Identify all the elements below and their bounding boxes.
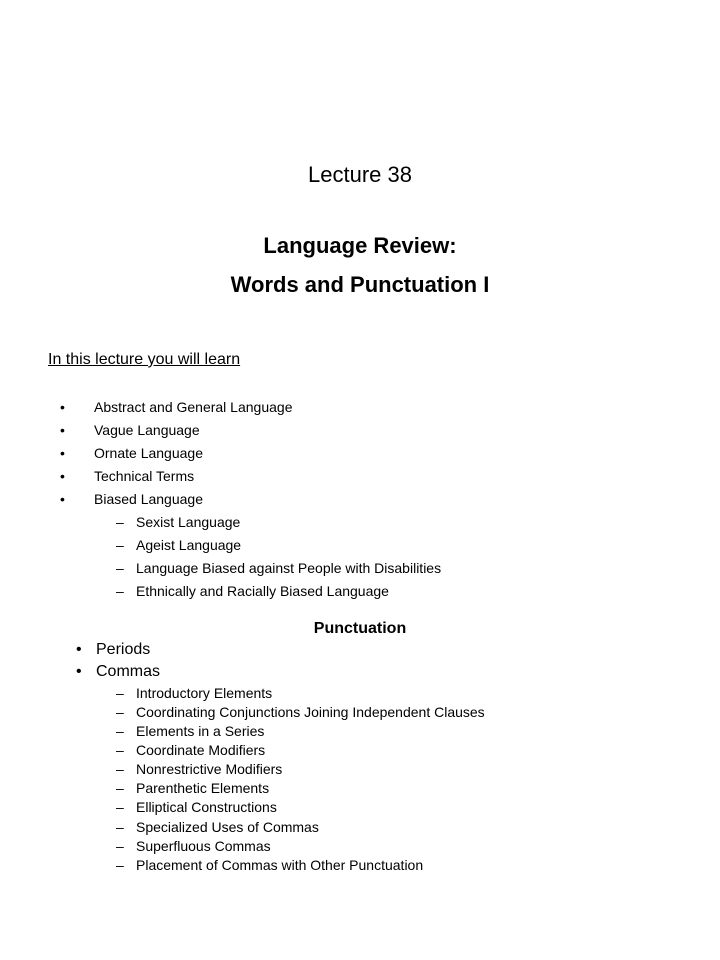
topic-item bbox=[0, 399, 720, 419]
topic-label: Technical Terms bbox=[94, 468, 195, 484]
subtopic-label: Nonrestrictive Modifiers bbox=[136, 761, 283, 777]
punctuation-item bbox=[0, 641, 720, 661]
dash-icon: – bbox=[116, 560, 124, 576]
dash-icon: – bbox=[116, 857, 124, 873]
bullet-icon: • bbox=[60, 422, 65, 438]
subtopic-label: Ethnically and Racially Biased Language bbox=[136, 583, 389, 599]
dash-icon: – bbox=[116, 799, 124, 815]
bullet-icon: • bbox=[60, 468, 65, 484]
topic-item bbox=[0, 491, 720, 511]
dash-icon: – bbox=[116, 838, 124, 854]
subtopic-label: Superfluous Commas bbox=[136, 838, 271, 854]
subtopic-label: Ageist Language bbox=[136, 537, 242, 553]
subtopic-label: Language Biased against People with Disabilities bbox=[136, 560, 442, 576]
topic-label: Abstract and General Language bbox=[94, 399, 293, 415]
bullet-icon: • bbox=[76, 663, 82, 680]
dash-icon: – bbox=[116, 742, 124, 758]
dash-icon: – bbox=[116, 685, 124, 701]
dash-icon: – bbox=[116, 780, 124, 796]
subtopic-label: Parenthetic Elements bbox=[136, 780, 270, 796]
dash-icon: – bbox=[116, 723, 124, 739]
topic-item bbox=[0, 422, 720, 442]
dash-icon: – bbox=[116, 583, 124, 599]
biased-subtopic-item bbox=[0, 560, 720, 580]
dash-icon: – bbox=[116, 514, 124, 530]
subtopic-label: Elliptical Constructions bbox=[136, 799, 277, 815]
biased-subtopic-item bbox=[0, 514, 720, 534]
topic-label: Biased Language bbox=[94, 491, 203, 507]
bullet-icon: • bbox=[60, 491, 65, 507]
comma-subtopic-item bbox=[0, 761, 720, 781]
subtopic-label: Introductory Elements bbox=[136, 685, 273, 701]
subtopic-label: Elements in a Series bbox=[136, 723, 265, 739]
punctuation-heading: Punctuation bbox=[313, 620, 407, 637]
dash-icon: – bbox=[116, 761, 124, 777]
biased-subtopic-item bbox=[0, 583, 720, 603]
subtopic-label: Specialized Uses of Commas bbox=[136, 819, 319, 835]
bullet-icon: • bbox=[60, 399, 65, 415]
comma-subtopic-item bbox=[0, 838, 720, 858]
comma-subtopic-item bbox=[0, 704, 720, 724]
topic-item bbox=[0, 445, 720, 465]
punctuation-label: Commas bbox=[96, 663, 161, 680]
punctuation-label: Periods bbox=[96, 641, 151, 658]
comma-subtopic-item bbox=[0, 723, 720, 743]
title-line-1: Language Review: bbox=[263, 233, 457, 258]
title-line-2: Words and Punctuation I bbox=[230, 272, 490, 297]
intro-heading: In this lecture you will learn bbox=[48, 351, 241, 368]
topic-label: Ornate Language bbox=[94, 445, 203, 461]
comma-subtopic-item bbox=[0, 799, 720, 819]
subtopic-label: Sexist Language bbox=[136, 514, 241, 530]
topic-item bbox=[0, 468, 720, 488]
dash-icon: – bbox=[116, 819, 124, 835]
lecture-number: Lecture 38 bbox=[308, 162, 412, 187]
comma-subtopic-item bbox=[0, 685, 720, 705]
bullet-icon: • bbox=[60, 445, 65, 461]
comma-subtopic-item bbox=[0, 857, 720, 877]
bullet-icon: • bbox=[76, 641, 82, 658]
subtopic-label: Placement of Commas with Other Punctuation bbox=[136, 857, 424, 873]
punctuation-item bbox=[0, 663, 720, 683]
comma-subtopic-item bbox=[0, 742, 720, 762]
biased-subtopic-item bbox=[0, 537, 720, 557]
comma-subtopic-item bbox=[0, 780, 720, 800]
dash-icon: – bbox=[116, 537, 124, 553]
subtopic-label: Coordinating Conjunctions Joining Independent Clauses bbox=[136, 704, 485, 720]
dash-icon: – bbox=[116, 704, 124, 720]
comma-subtopic-item bbox=[0, 819, 720, 839]
subtopic-label: Coordinate Modifiers bbox=[136, 742, 266, 758]
topic-label: Vague Language bbox=[94, 422, 200, 438]
